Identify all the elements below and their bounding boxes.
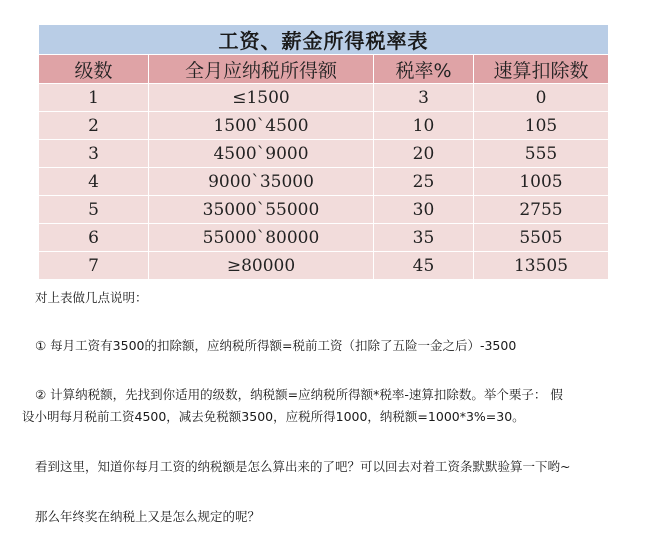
table-row — [39, 252, 609, 280]
cell-rate: 3 — [374, 84, 474, 112]
cell-level: 6 — [39, 224, 149, 252]
cell-income: 4500`9000 — [149, 140, 374, 168]
cell-deduction: 105 — [474, 112, 609, 140]
table-row — [39, 140, 609, 168]
cell-rate: 10 — [374, 112, 474, 140]
table-row — [39, 112, 609, 140]
header-level: 级数 — [39, 55, 149, 84]
cell-rate: 45 — [374, 252, 474, 280]
note-point-1: ① 每月工资有3500的扣除额，应纳税所得额=税前工资（扣除了五险一金之后）-3500 — [35, 338, 517, 353]
header-deduction: 速算扣除数 — [474, 55, 609, 84]
table-row — [39, 84, 609, 112]
note-point-2-line-1: ② 计算纳税额，先找到你适用的级数，纳税额=应纳税所得额*税率-速算扣除数。举个栗子： 假 — [35, 387, 563, 402]
cell-income: 35000`55000 — [149, 196, 374, 224]
cell-deduction: 0 — [474, 84, 609, 112]
cell-income: ≥80000 — [149, 252, 374, 280]
cell-rate: 25 — [374, 168, 474, 196]
table-header-row — [39, 55, 609, 84]
cell-deduction: 5505 — [474, 224, 609, 252]
table-row — [39, 168, 609, 196]
table-title: 工资、薪金所得税率表 — [39, 25, 609, 55]
tax-rate-table — [38, 24, 609, 280]
note-point-2-line-2: 设小明每月税前工资4500，减去免税额3500，应税所得1000，纳税额=1000*3%=30。 — [22, 409, 525, 424]
notes-intro: 对上表做几点说明： — [35, 290, 148, 305]
cell-income: 55000`80000 — [149, 224, 374, 252]
cell-deduction: 13505 — [474, 252, 609, 280]
cell-income: 1500`4500 — [149, 112, 374, 140]
cell-rate: 35 — [374, 224, 474, 252]
cell-rate: 30 — [374, 196, 474, 224]
cell-level: 4 — [39, 168, 149, 196]
cell-rate: 20 — [374, 140, 474, 168]
table-row — [39, 224, 609, 252]
cell-deduction: 2755 — [474, 196, 609, 224]
cell-level: 1 — [39, 84, 149, 112]
cell-level: 7 — [39, 252, 149, 280]
cell-level: 2 — [39, 112, 149, 140]
note-see-here: 看到这里，知道你每月工资的纳税额是怎么算出来的了吧？可以回去对着工资条默默验算一下哟~ — [35, 459, 571, 474]
header-rate: 税率% — [374, 55, 474, 84]
cell-level: 3 — [39, 140, 149, 168]
cell-level: 5 — [39, 196, 149, 224]
cell-income: 9000`35000 — [149, 168, 374, 196]
table-row — [39, 196, 609, 224]
note-year-end-question: 那么年终奖在纳税上又是怎么规定的呢？ — [35, 509, 261, 524]
cell-deduction: 555 — [474, 140, 609, 168]
cell-income: ≤1500 — [149, 84, 374, 112]
cell-deduction: 1005 — [474, 168, 609, 196]
header-income: 全月应纳税所得额 — [149, 55, 374, 84]
